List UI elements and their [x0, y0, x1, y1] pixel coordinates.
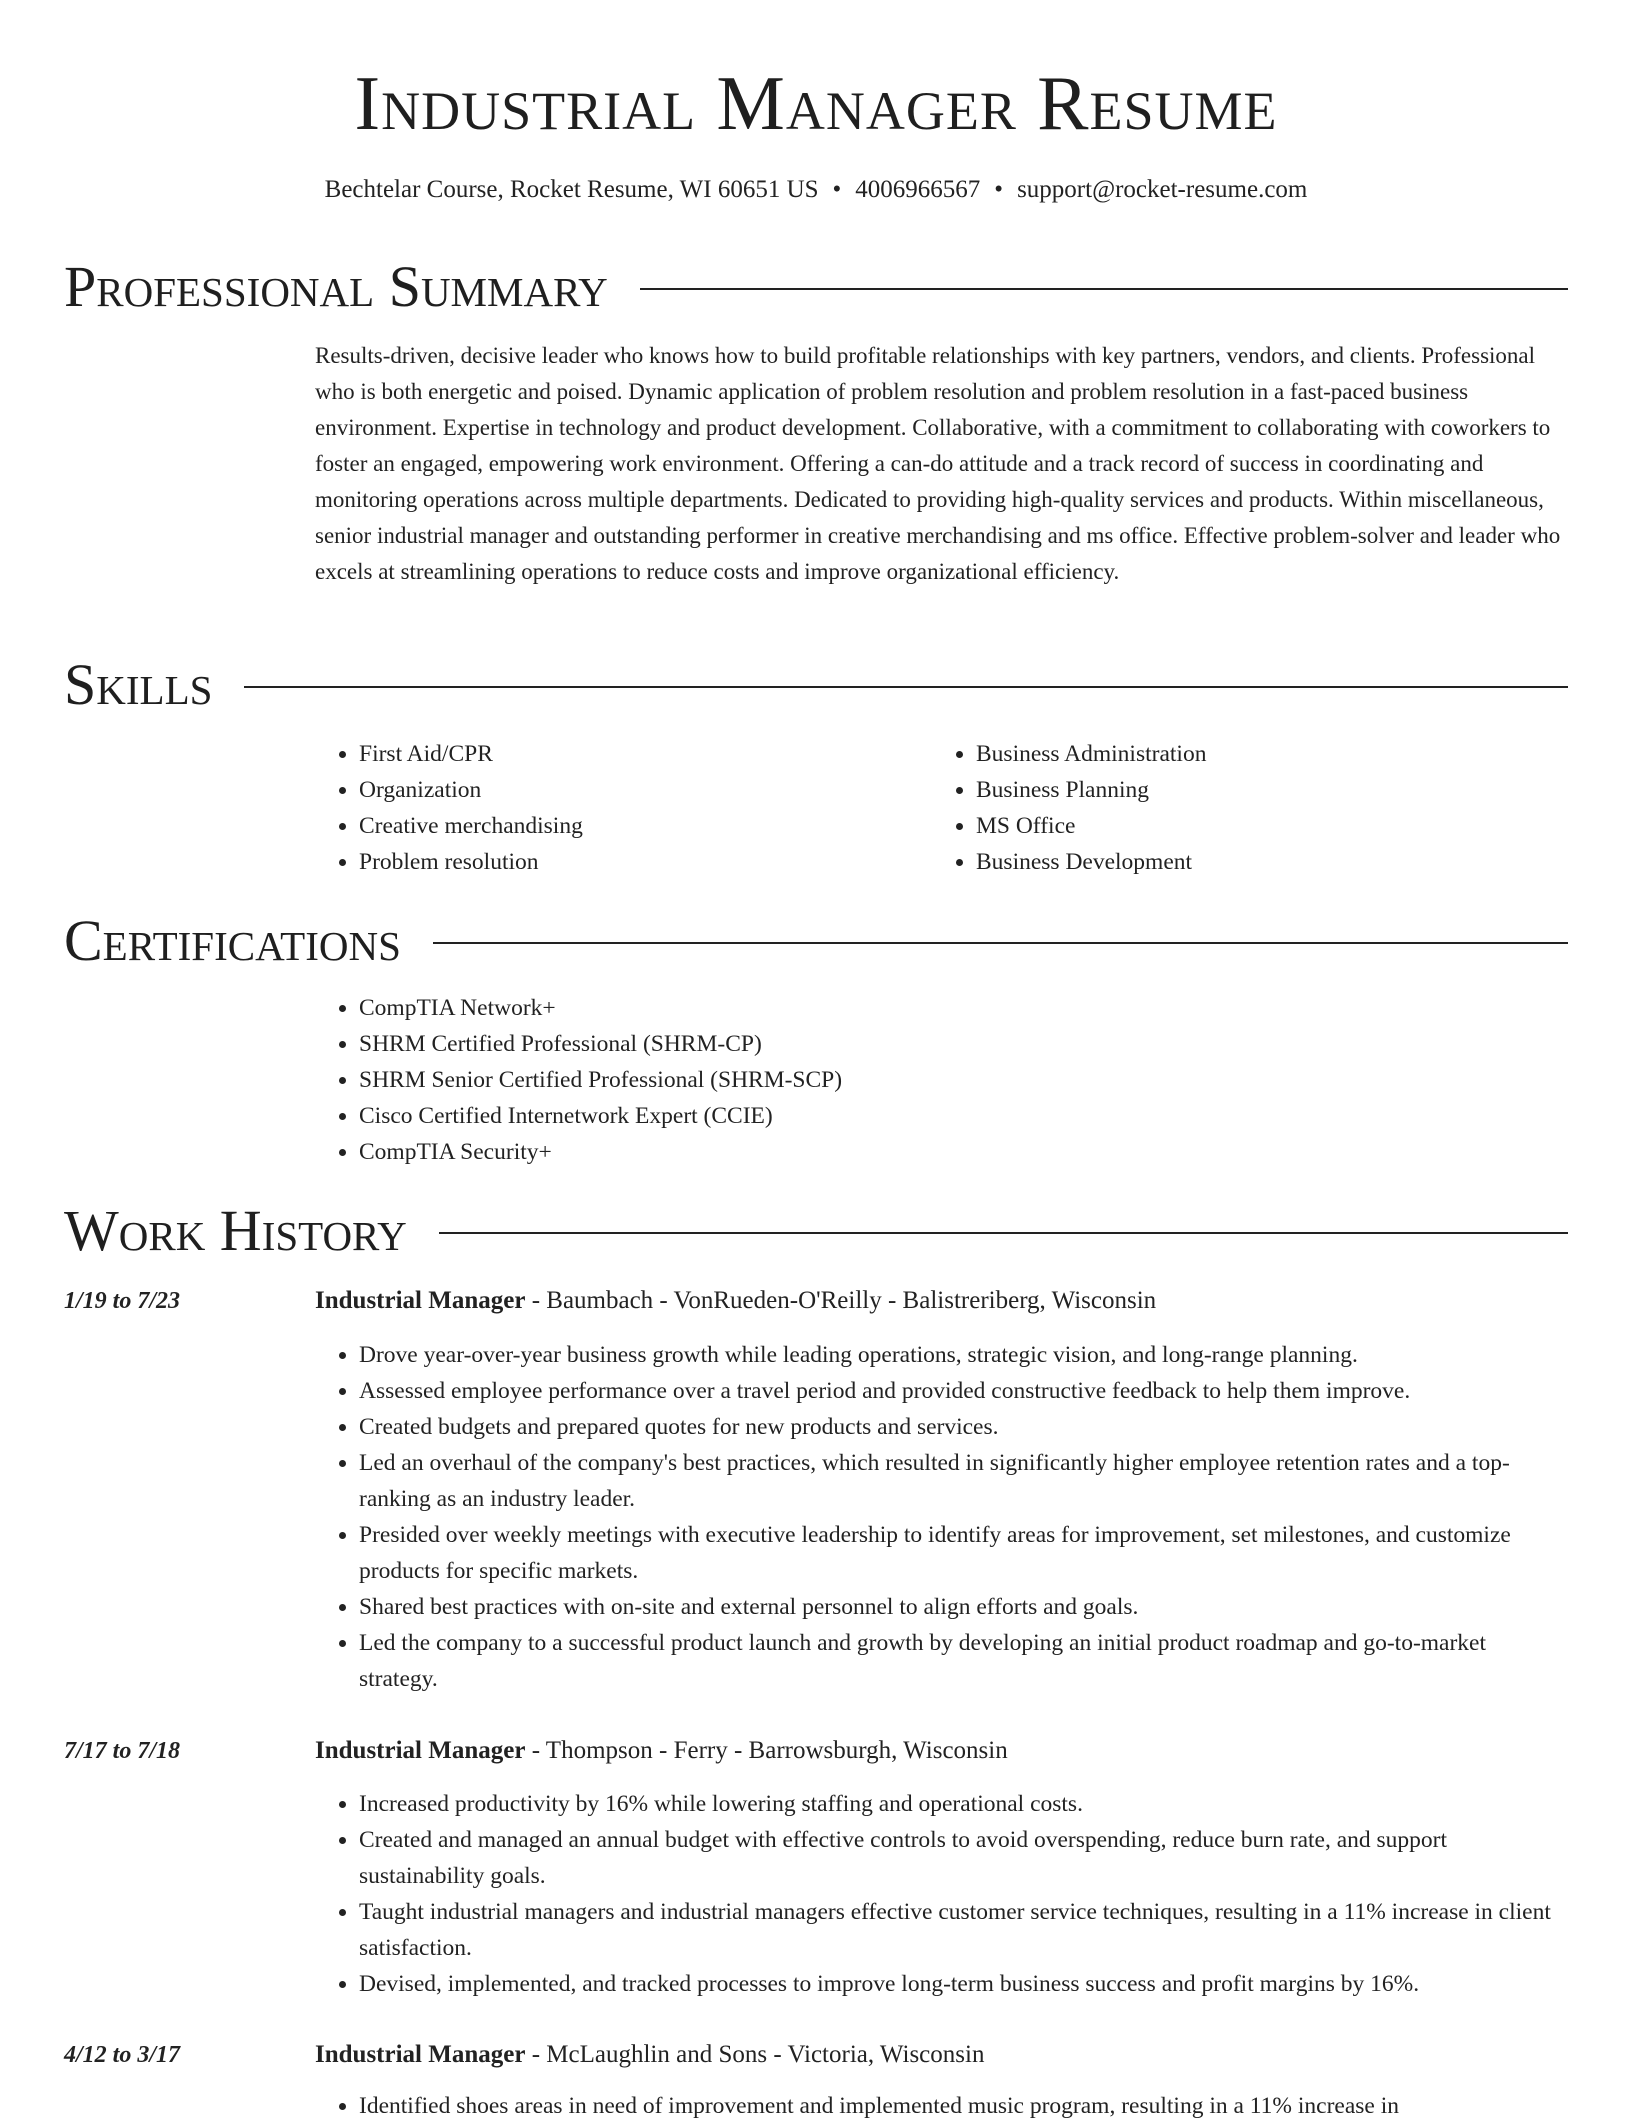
job-bullet: • Led the company to a successful product launch and growth by developing an initial product roadmap and go-to-market strategy. — [359, 1625, 1568, 1697]
certification-item: • CompTIA Security+ — [359, 1134, 842, 1170]
skill-item: • Business Administration — [976, 736, 1206, 772]
skill-item: • MS Office — [976, 808, 1206, 844]
job-bullet: • Created budgets and prepared quotes for new products and services. — [359, 1409, 1568, 1445]
job-bullet: • Increased productivity by 16% while lowering staffing and operational costs. — [359, 1786, 1568, 1822]
job-bullet: • Created and managed an annual budget with effective controls to avoid overspending, reduce burn rate, and support sustainability goals. — [359, 1822, 1568, 1894]
job-bullet: • Assessed employee performance over a travel period and provided constructive feedback to help them improve. — [359, 1373, 1568, 1409]
job-bullet: • Drove year-over-year business growth while leading operations, strategic vision, and long-range planning. — [359, 1337, 1568, 1373]
job-title: Industrial Manager — [315, 1737, 526, 1764]
job-bullet: • Taught industrial managers and industrial managers effective customer service techniques, resulting in a 11% increase in client satisfaction. — [359, 1894, 1568, 1966]
job-heading — [315, 1733, 1568, 1769]
job-responsibilities — [315, 2088, 1568, 2124]
skill-item: • Organization — [359, 772, 583, 808]
section-heading-work-history: Work History — [64, 1198, 407, 1263]
job-dates: 4/12 to 3/17 — [64, 2042, 181, 2068]
summary-text: Results-driven, decisive leader who knows how to build profitable relationships with key partners, vendors, and clients. Professional who is both energetic and poised. Dynamic application of problem resolution and problem resolution in a fast-paced business environment. Expertise in technology and product development. Collaborative, with a commitment to collaborating with coworkers to foster an engaged, empowering work environment. Offering a can-do attitude and a track record of success in coordinating and monitoring operations across multiple departments. Dedicated to providing high-quality services and products. Within miscellaneous, senior industrial manager and outstanding performer in creative merchandising and ms office. Effective problem-solver and leader who excels at streamlining operations to reduce costs and improve organizational efficiency. — [315, 343, 1561, 584]
section-heading-summary: Professional Summary — [64, 254, 608, 319]
job-title: Industrial Manager — [315, 2041, 526, 2068]
job-heading — [315, 1283, 1568, 1319]
contact-phone: 4006966567 — [855, 176, 981, 203]
contact-address: Bechtelar Course, Rocket Resume, WI 60651 US — [324, 176, 819, 203]
section-divider — [640, 288, 1568, 290]
skill-item: • Business Development — [976, 844, 1206, 880]
job-bullet: • Shared best practices with on-site and external personnel to align efforts and goals. — [359, 1589, 1568, 1625]
skill-item: • First Aid/CPR — [359, 736, 583, 772]
job-bullet: • Identified shoes areas in need of improvement and implemented music program, resulting in a 11% increase in — [359, 2088, 1568, 2124]
job-employer-location: - McLaughlin and Sons - Victoria, Wisconsin — [525, 2041, 985, 2068]
section-divider — [433, 942, 1568, 944]
skills-column-left — [315, 736, 583, 880]
section-heading-certifications: Certifications — [64, 908, 401, 973]
certification-item: • Cisco Certified Internetwork Expert (CCIE) — [359, 1098, 842, 1134]
job-dates: 7/17 to 7/18 — [64, 1738, 181, 1764]
job-bullet: • Presided over weekly meetings with executive leadership to identify areas for improvement, set milestones, and customize products for specific markets. — [359, 1517, 1568, 1589]
job-employer-location: - Thompson - Ferry - Barrowsburgh, Wisconsin — [525, 1737, 1008, 1764]
job-employer-location: - Baumbach - VonRueden-O'Reilly - Balistreriberg, Wisconsin — [525, 1287, 1157, 1314]
certification-item: • SHRM Senior Certified Professional (SHRM-SCP) — [359, 1062, 842, 1098]
section-heading-skills: Skills — [64, 652, 213, 717]
contact-separator: • — [832, 176, 842, 203]
certification-item: • SHRM Certified Professional (SHRM-CP) — [359, 1026, 842, 1062]
section-header-skills — [64, 650, 1568, 720]
skills-column-right — [932, 736, 1206, 880]
skill-item: • Creative merchandising — [359, 808, 583, 844]
section-header-work-history — [64, 1196, 1568, 1266]
skill-item: • Problem resolution — [359, 844, 583, 880]
job-dates: 1/19 to 7/23 — [64, 1288, 181, 1314]
job-responsibilities — [315, 1337, 1568, 1697]
contact-line — [0, 172, 1632, 208]
resume-title: Industrial Manager Resume — [354, 60, 1278, 146]
job-responsibilities — [315, 1786, 1568, 2002]
contact-email[interactable]: support@rocket-resume.com — [1017, 176, 1308, 203]
job-bullet: • Led an overhaul of the company's best practices, which resulted in significantly higher employee retention rates and a top-ranking as an industry leader. — [359, 1445, 1568, 1517]
skill-item: • Business Planning — [976, 772, 1206, 808]
job-title: Industrial Manager — [315, 1287, 526, 1314]
section-divider — [244, 686, 1568, 688]
section-divider — [439, 1232, 1568, 1234]
certification-item: • CompTIA Network+ — [359, 990, 842, 1026]
job-bullet: • Devised, implemented, and tracked processes to improve long-term business success and profit margins by 16%. — [359, 1966, 1568, 2002]
section-header-certifications — [64, 906, 1568, 976]
contact-separator: • — [994, 176, 1004, 203]
certifications-list — [315, 990, 842, 1170]
job-heading — [315, 2037, 1568, 2073]
section-header-summary — [64, 252, 1568, 322]
